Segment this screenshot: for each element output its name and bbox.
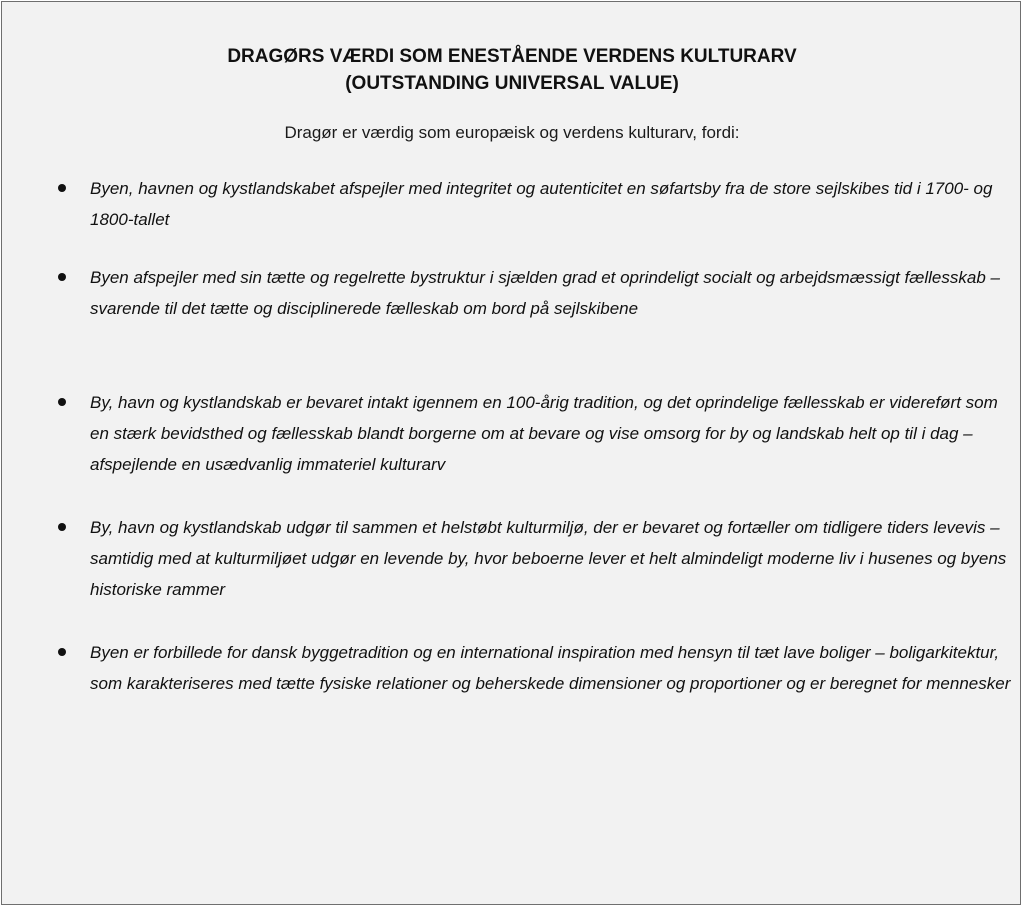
title-line-1: DRAGØRS VÆRDI SOM ENESTÅENDE VERDENS KULTURARV — [227, 46, 797, 67]
bullet-text: Byen er forbillede for dansk byggetradition og en international inspiration med hensyn til tæt lave boliger – boligarkitektur, som karakteriseres med tætte fysiske relationer og beherskede dimensioner og proportioner og er beregnet for mennesker — [90, 643, 1011, 693]
bullet-icon — [58, 184, 66, 192]
bullet-text: Byen afspejler med sin tætte og regelrette bystruktur i sjælden grad et oprindeligt socialt og arbejdsmæssigt fællesskab – svarende til det tætte og disciplinerede fælleskab om bord på sejlskibene — [90, 268, 1000, 318]
intro-text: Dragør er værdig som europæisk og verdens kulturarv, fordi: — [284, 123, 740, 142]
bullet-icon — [58, 398, 66, 406]
bullet-text: By, havn og kystlandskab er bevaret intakt igennem en 100-årig tradition, og det oprindelige fællesskab er videreført som en stærk bevidsthed og fællesskab blandt borgerne om at bevare og vise omsorg for by og landskab helt op til i dag – afspejlende en usædvanlig immateriel kulturarv — [90, 393, 998, 474]
bullet-icon — [58, 523, 66, 531]
bullet-text: By, havn og kystlandskab udgør til sammen et helstøbt kulturmiljø, der er bevaret og fortæller om tidligere tiders levevis – samtidig med at kulturmiljøet udgør en levende by, hvor beboerne lever et helt almindeligt moderne liv i husenes og byens historiske rammer — [90, 518, 1007, 599]
bullet-icon — [58, 273, 66, 281]
bullet-icon — [58, 648, 66, 656]
bullet-list — [2, 2, 1022, 906]
bullet-text: Byen, havnen og kystlandskabet afspejler med integritet og autenticitet en søfartsby fra de store sejlskibes tid i 1700- og 1800-tallet — [90, 179, 993, 229]
document-box — [1, 1, 1021, 905]
title-line-2: (OUTSTANDING UNIVERSAL VALUE) — [345, 73, 679, 94]
